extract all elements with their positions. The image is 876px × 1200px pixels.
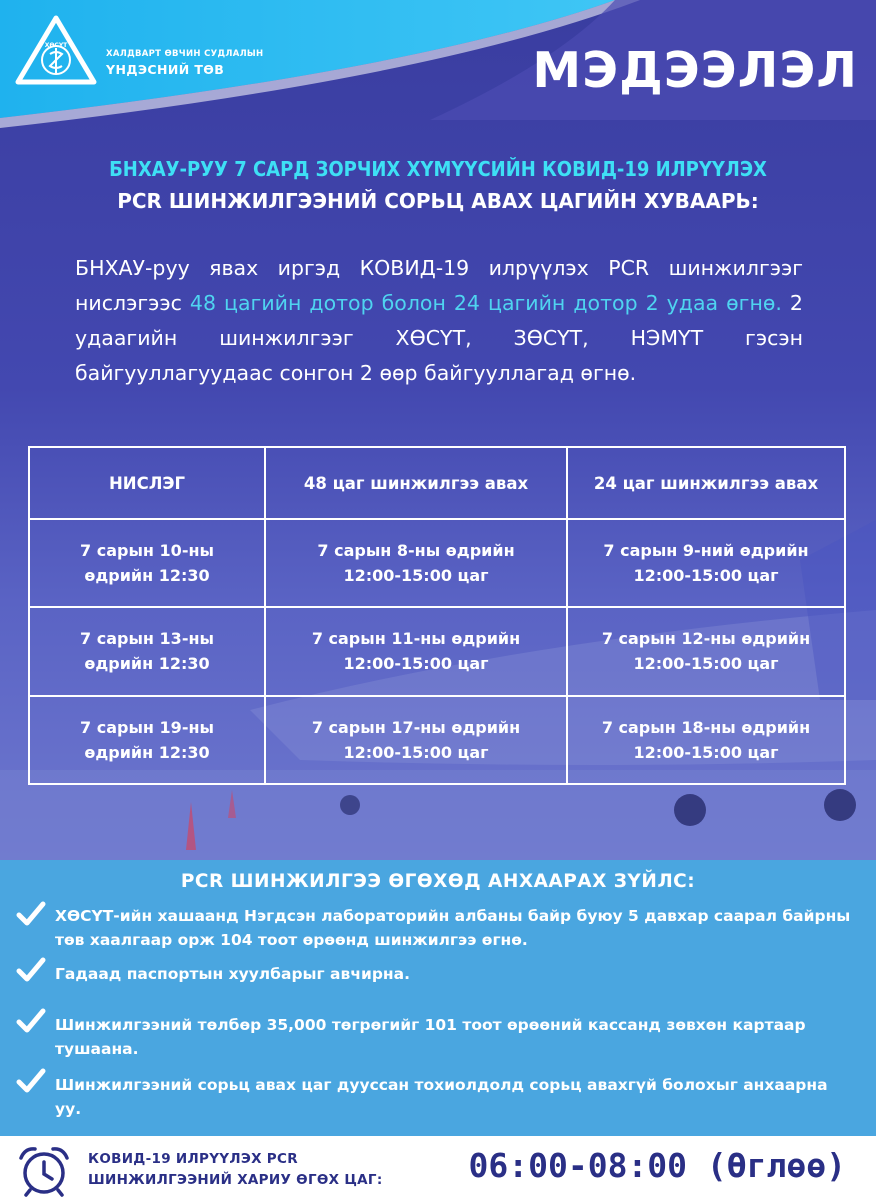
cell-line: 7 сарын 8-ны өдрийн [317, 541, 515, 561]
cell-line: 12:00-15:00 цаг [633, 742, 779, 762]
note-item: Гадаад паспортын хуулбарыг авчирна. [55, 965, 410, 983]
checkmark-icon [16, 1007, 46, 1035]
cell-line: 12:00-15:00 цаг [633, 566, 779, 586]
cell-line: 7 сарын 19-ны [80, 717, 214, 737]
test-48h-cell [265, 519, 567, 607]
flight-cell [29, 519, 265, 607]
test-24h-cell [567, 519, 845, 607]
flight-cell [29, 696, 265, 784]
logo-text: ХӨСҮТ [44, 42, 68, 49]
intro-highlight: 48 цагийн дотор болон 24 цагийн дотор 2 удаа өгнө. [189, 291, 782, 315]
cell-line: 7 сарын 9-ний өдрийн [603, 541, 809, 561]
cell-line: өдрийн 12:30 [84, 742, 210, 762]
cell-line: 7 сарын 11-ны өдрийн [311, 629, 521, 649]
page-title: МЭДЭЭЛЭЛ [532, 42, 858, 99]
column-header-48h: 48 цаг шинжилгээ авах [265, 447, 567, 519]
table-row [29, 519, 845, 607]
test-24h-cell [567, 607, 845, 695]
cell-line: өдрийн 12:30 [84, 654, 210, 674]
cell-line: өдрийн 12:30 [84, 566, 210, 586]
note-item: Шинжилгээний сорьц авах цаг дууссан тохиолдолд сорьц авахгүй болохыг анхаарна уу. [55, 1076, 828, 1118]
cell-line: 12:00-15:00 цаг [343, 742, 489, 762]
headline-line2: PCR ШИНЖИЛГЭЭНИЙ СОРЬЦ АВАХ ЦАГИЙН ХУВААРЬ: [117, 189, 759, 213]
table-row [29, 607, 845, 695]
test-24h-cell [567, 696, 845, 784]
footer-label-line2: ШИНЖИЛГЭЭНИЙ ХАРИУ ӨГӨХ ЦАГ: [88, 1172, 383, 1188]
intro-text-part1: БНХАУ-руу явах иргэд КОВИД-19 илрүүлэх PCR шинжилгээг нислэгээс [75, 256, 803, 315]
note-item: Шинжилгээний төлбөр 35,000 төгрөгийг 101 тоот өрөөний кассанд зөвхөн картаар тушаана. [55, 1016, 806, 1058]
intro-text-part2: 2 удаагийн шинжилгээг ХӨСҮТ, ЗӨСҮТ, НЭМҮТ гэсэн байгууллагуудаас сонгон 2 өөр байгууллагад өгнө. [75, 291, 803, 385]
cell-line: 7 сарын 17-ны өдрийн [311, 717, 521, 737]
flight-cell [29, 607, 265, 695]
table-row [29, 696, 845, 784]
cell-line: 7 сарын 12-ны өдрийн [601, 629, 811, 649]
cell-line: 7 сарын 10-ны [80, 541, 214, 561]
test-48h-cell [265, 607, 567, 695]
footer-label-line1: КОВИД-19 ИЛРҮҮЛЭХ PCR [88, 1151, 298, 1167]
cell-line: 12:00-15:00 цаг [343, 654, 489, 674]
column-header-24h: 24 цаг шинжилгээ авах [567, 447, 845, 519]
institute-logo [14, 14, 98, 88]
column-header-flight: НИСЛЭГ [29, 447, 265, 519]
headline-line1: БНХАУ-РУУ 7 САРД ЗОРЧИХ ХҮМҮҮСИЙН КОВИД-19 ИЛРҮҮЛЭХ [109, 157, 767, 181]
schedule-table [28, 446, 846, 785]
table-header-row [29, 447, 845, 519]
org-name-line1: ХАЛДВАРТ ӨВЧИН СУДЛАЛЫН [106, 49, 264, 59]
cell-line: 12:00-15:00 цаг [633, 654, 779, 674]
note-item: ХӨСҮТ-ийн хашаанд Нэгдсэн лабораторийн албаны байр буюу 5 давхар саарал байрны төв хаалгаар орж 104 тоот өрөөнд шинжилгээ өгнө. [55, 907, 851, 949]
test-48h-cell [265, 696, 567, 784]
checkmark-icon [16, 900, 46, 928]
result-time: 06:00-08:00 (Өглөө) [468, 1146, 846, 1185]
cell-line: 12:00-15:00 цаг [343, 566, 489, 586]
cell-line: 7 сарын 13-ны [80, 629, 214, 649]
intro-paragraph [75, 251, 803, 391]
cell-line: 7 сарын 18-ны өдрийн [601, 717, 811, 737]
alarm-clock-icon [15, 1143, 73, 1197]
notes-title: PCR ШИНЖИЛГЭЭ ӨГӨХӨД АНХААРАХ ЗҮЙЛС: [180, 871, 696, 892]
checkmark-icon [16, 956, 46, 984]
checkmark-icon [16, 1067, 46, 1095]
org-name-line2: ҮНДЭСНИЙ ТӨВ [106, 62, 225, 77]
